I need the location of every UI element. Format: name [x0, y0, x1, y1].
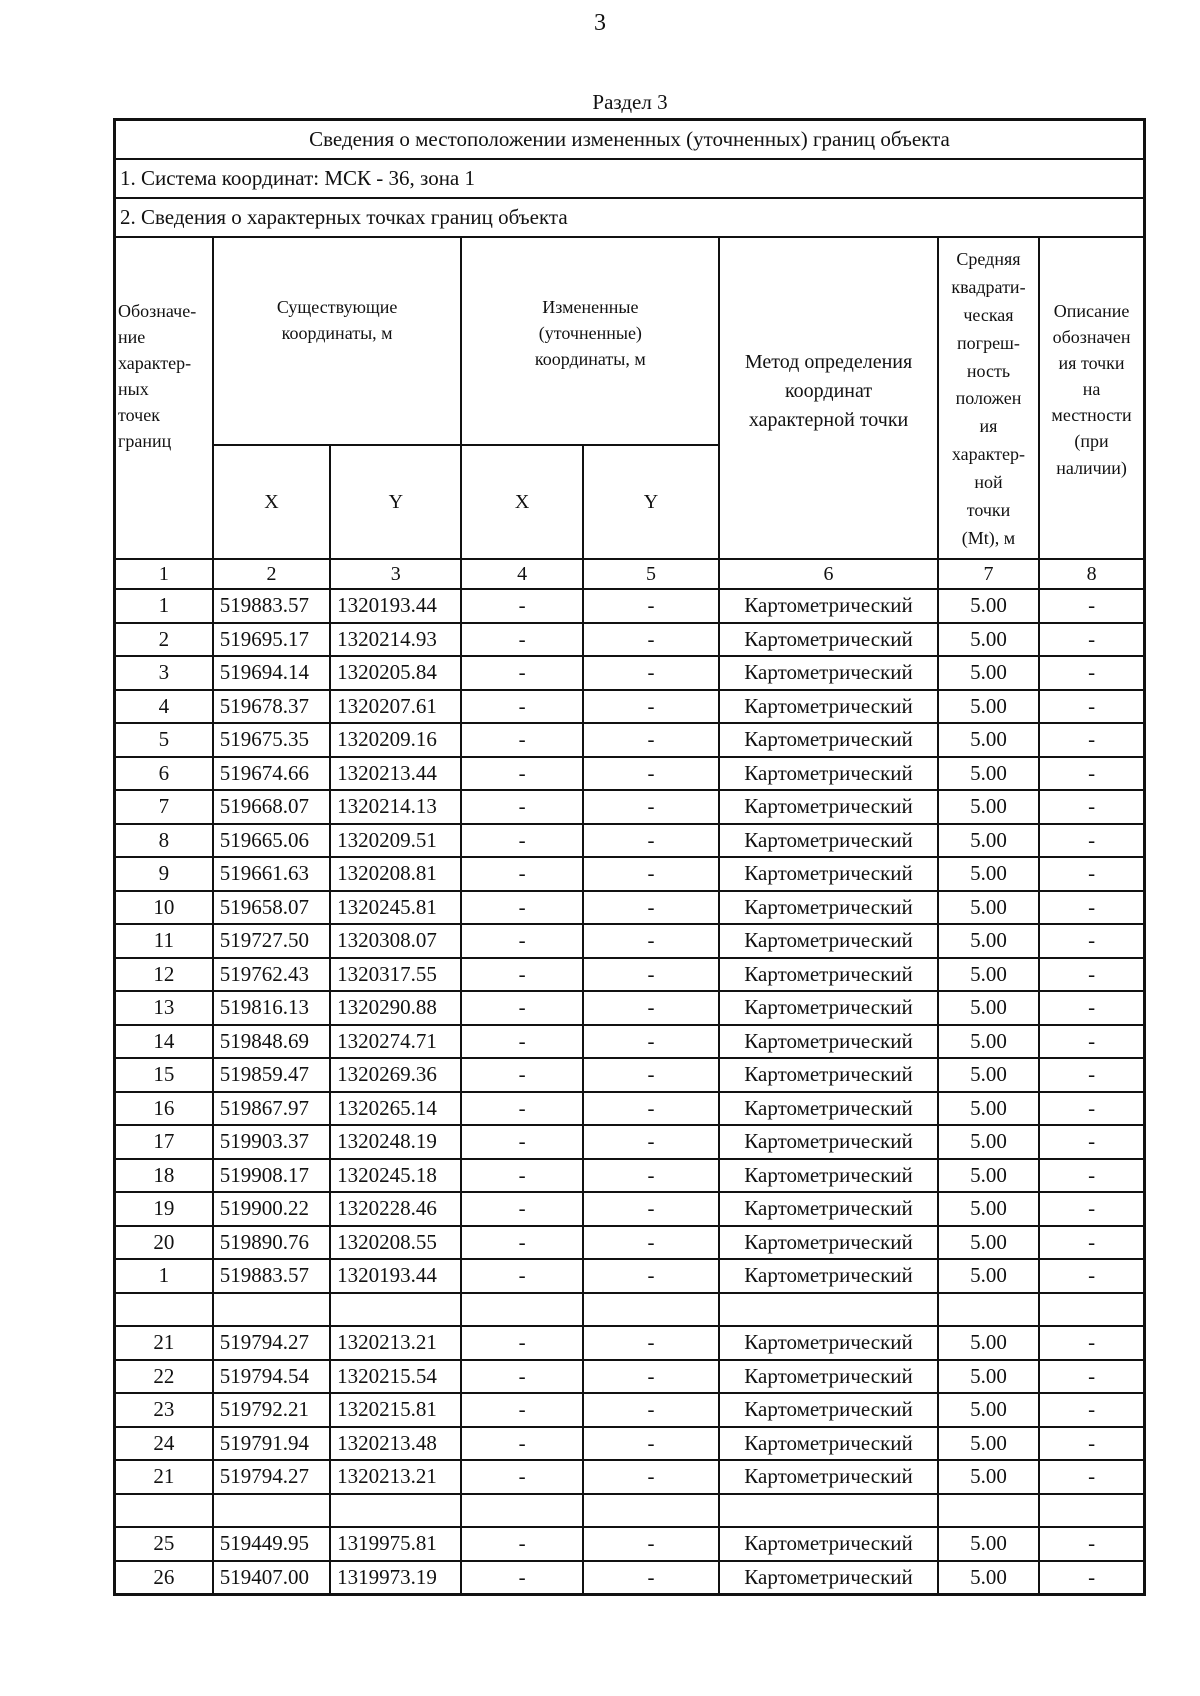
cell-point-number: [115, 1494, 213, 1528]
cell-description: [1039, 1293, 1144, 1327]
column-number: 2: [213, 559, 330, 589]
cell-description: -: [1039, 1527, 1144, 1561]
cell-existing-x: 519791.94: [213, 1427, 330, 1461]
cell-changed-y: -: [583, 1460, 719, 1494]
cell-existing-x: 519859.47: [213, 1058, 330, 1092]
cell-method: Картометрический: [719, 656, 938, 690]
cell-description: -: [1039, 757, 1144, 791]
cell-mt-value: 5.00: [938, 1393, 1039, 1427]
column-number: 3: [330, 559, 461, 589]
table-row: [115, 1460, 1145, 1494]
cell-point-number: [115, 1293, 213, 1327]
cell-existing-y: 1320208.55: [330, 1226, 461, 1260]
cell-changed-y: -: [583, 1125, 719, 1159]
cell-existing-x: 519668.07: [213, 790, 330, 824]
cell-method: Картометрический: [719, 1159, 938, 1193]
cell-mt-value: 5.00: [938, 690, 1039, 724]
cell-existing-y: 1320209.51: [330, 824, 461, 858]
cell-mt-value: 5.00: [938, 1058, 1039, 1092]
cell-changed-y: -: [583, 1360, 719, 1394]
cell-description: -: [1039, 857, 1144, 891]
header-changed-coords: Измененные (уточненные) координаты, м: [461, 237, 719, 445]
table-row: [115, 690, 1145, 724]
cell-changed-y: -: [583, 723, 719, 757]
cell-point-number: 19: [115, 1192, 213, 1226]
cell-description: -: [1039, 1125, 1144, 1159]
cell-changed-x: -: [461, 1326, 582, 1360]
cell-point-number: 13: [115, 991, 213, 1025]
cell-changed-x: [461, 1293, 582, 1327]
cell-existing-x: 519903.37: [213, 1125, 330, 1159]
table-row: [115, 757, 1145, 791]
cell-point-number: 26: [115, 1561, 213, 1595]
cell-changed-y: -: [583, 958, 719, 992]
cell-existing-x: 519694.14: [213, 656, 330, 690]
table-row: [115, 1293, 1145, 1327]
table-row: [115, 1360, 1145, 1394]
cell-existing-y: 1320215.54: [330, 1360, 461, 1394]
table-row: [115, 958, 1145, 992]
cell-mt-value: 5.00: [938, 1427, 1039, 1461]
cell-description: -: [1039, 723, 1144, 757]
cell-changed-x: -: [461, 1527, 582, 1561]
table-row: [115, 1259, 1145, 1293]
cell-description: -: [1039, 891, 1144, 925]
cell-existing-x: 519867.97: [213, 1092, 330, 1126]
cell-changed-x: -: [461, 1259, 582, 1293]
table-row: [115, 924, 1145, 958]
cell-changed-y: -: [583, 991, 719, 1025]
cell-mt-value: 5.00: [938, 924, 1039, 958]
header-description: Описание обозначен ия точки на местности (при наличии): [1039, 237, 1144, 559]
table-row: [115, 824, 1145, 858]
column-numbers-row: [115, 559, 1145, 589]
cell-existing-x: 519848.69: [213, 1025, 330, 1059]
cell-point-number: 21: [115, 1460, 213, 1494]
cell-description: [1039, 1494, 1144, 1528]
cell-existing-y: 1320317.55: [330, 958, 461, 992]
cell-description: -: [1039, 991, 1144, 1025]
cell-existing-y: [330, 1494, 461, 1528]
table-row: [115, 891, 1145, 925]
cell-changed-x: -: [461, 723, 582, 757]
cell-changed-y: -: [583, 690, 719, 724]
cell-existing-x: 519908.17: [213, 1159, 330, 1193]
cell-method: Картометрический: [719, 1226, 938, 1260]
cell-existing-y: 1320274.71: [330, 1025, 461, 1059]
cell-changed-y: -: [583, 1561, 719, 1595]
cell-method: Картометрический: [719, 824, 938, 858]
cell-mt-value: 5.00: [938, 1159, 1039, 1193]
cell-description: -: [1039, 1561, 1144, 1595]
cell-existing-x: 519792.21: [213, 1393, 330, 1427]
header-changed-x: X: [461, 445, 582, 559]
cell-existing-y: 1320205.84: [330, 656, 461, 690]
cell-mt-value: 5.00: [938, 1259, 1039, 1293]
column-number: 4: [461, 559, 582, 589]
cell-method: Картометрический: [719, 1360, 938, 1394]
cell-changed-x: -: [461, 757, 582, 791]
cell-mt-value: 5.00: [938, 958, 1039, 992]
cell-existing-x: 519407.00: [213, 1561, 330, 1595]
cell-point-number: 17: [115, 1125, 213, 1159]
cell-point-number: 12: [115, 958, 213, 992]
cell-point-number: 18: [115, 1159, 213, 1193]
cell-existing-x: 519658.07: [213, 891, 330, 925]
cell-description: -: [1039, 1326, 1144, 1360]
cell-method: Картометрический: [719, 857, 938, 891]
cell-changed-y: -: [583, 924, 719, 958]
cell-changed-y: -: [583, 1159, 719, 1193]
cell-changed-x: -: [461, 824, 582, 858]
cell-changed-y: -: [583, 656, 719, 690]
cell-existing-x: 519794.27: [213, 1326, 330, 1360]
cell-description: -: [1039, 623, 1144, 657]
cell-point-number: 9: [115, 857, 213, 891]
header-existing-coords: Существующие координаты, м: [213, 237, 462, 445]
cell-mt-value: 5.00: [938, 1326, 1039, 1360]
cell-description: -: [1039, 1393, 1144, 1427]
cell-changed-x: -: [461, 924, 582, 958]
cell-existing-y: 1320213.21: [330, 1326, 461, 1360]
table-title: Сведения о местоположении измененных (уточненных) границ объекта: [115, 120, 1145, 160]
cell-method: [719, 1494, 938, 1528]
cell-mt-value: 5.00: [938, 1360, 1039, 1394]
cell-existing-y: 1320193.44: [330, 589, 461, 623]
cell-description: -: [1039, 1259, 1144, 1293]
header-existing-y: Y: [330, 445, 461, 559]
cell-existing-x: 519890.76: [213, 1226, 330, 1260]
cell-changed-y: -: [583, 790, 719, 824]
cell-changed-y: -: [583, 1025, 719, 1059]
cell-mt-value: 5.00: [938, 1192, 1039, 1226]
cell-point-number: 8: [115, 824, 213, 858]
cell-changed-x: -: [461, 1427, 582, 1461]
cell-changed-x: -: [461, 1192, 582, 1226]
cell-mt-value: 5.00: [938, 891, 1039, 925]
column-number: 7: [938, 559, 1039, 589]
cell-mt-value: 5.00: [938, 857, 1039, 891]
cell-existing-x: 519883.57: [213, 589, 330, 623]
cell-point-number: 6: [115, 757, 213, 791]
table-row: [115, 857, 1145, 891]
cell-existing-y: 1320209.16: [330, 723, 461, 757]
cell-existing-x: 519727.50: [213, 924, 330, 958]
table-row: [115, 991, 1145, 1025]
cell-existing-y: 1320269.36: [330, 1058, 461, 1092]
cell-changed-y: -: [583, 1226, 719, 1260]
cell-changed-x: -: [461, 589, 582, 623]
cell-changed-y: -: [583, 1326, 719, 1360]
cell-existing-x: [213, 1494, 330, 1528]
cell-existing-x: 519678.37: [213, 690, 330, 724]
cell-existing-x: 519762.43: [213, 958, 330, 992]
cell-existing-y: 1320245.81: [330, 891, 461, 925]
table-row: [115, 1025, 1145, 1059]
cell-description: -: [1039, 1058, 1144, 1092]
cell-existing-x: [213, 1293, 330, 1327]
boundary-points-table: [113, 118, 1146, 1596]
cell-description: -: [1039, 1159, 1144, 1193]
cell-method: Картометрический: [719, 1259, 938, 1293]
cell-changed-x: -: [461, 958, 582, 992]
cell-description: -: [1039, 1460, 1144, 1494]
coordinate-system-info: 1. Система координат: МСК - 36, зона 1: [115, 159, 1145, 198]
cell-mt-value: 5.00: [938, 623, 1039, 657]
cell-description: -: [1039, 1360, 1144, 1394]
cell-mt-value: 5.00: [938, 790, 1039, 824]
cell-existing-y: 1320207.61: [330, 690, 461, 724]
cell-changed-y: -: [583, 1393, 719, 1427]
cell-changed-y: -: [583, 623, 719, 657]
cell-method: Картометрический: [719, 1192, 938, 1226]
cell-existing-x: 519900.22: [213, 1192, 330, 1226]
cell-point-number: 10: [115, 891, 213, 925]
column-number: 5: [583, 559, 719, 589]
cell-existing-y: 1320214.13: [330, 790, 461, 824]
cell-existing-x: 519695.17: [213, 623, 330, 657]
cell-changed-x: -: [461, 991, 582, 1025]
cell-description: -: [1039, 589, 1144, 623]
cell-method: Картометрический: [719, 991, 938, 1025]
cell-changed-x: -: [461, 656, 582, 690]
cell-description: -: [1039, 656, 1144, 690]
cell-mt-value: 5.00: [938, 1092, 1039, 1126]
table-row: [115, 1159, 1145, 1193]
cell-method: Картометрический: [719, 1561, 938, 1595]
table-row: [115, 1393, 1145, 1427]
header-method: Метод определения координат характерной точки: [719, 237, 938, 559]
cell-mt-value: 5.00: [938, 656, 1039, 690]
cell-method: Картометрический: [719, 723, 938, 757]
page-number: 3: [594, 10, 606, 36]
cell-method: Картометрический: [719, 1393, 938, 1427]
cell-changed-y: -: [583, 1527, 719, 1561]
cell-changed-y: -: [583, 1427, 719, 1461]
cell-point-number: 4: [115, 690, 213, 724]
cell-point-number: 22: [115, 1360, 213, 1394]
column-number: 8: [1039, 559, 1144, 589]
table-row: [115, 1527, 1145, 1561]
cell-changed-x: -: [461, 1025, 582, 1059]
cell-mt-value: [938, 1494, 1039, 1528]
cell-existing-y: 1319975.81: [330, 1527, 461, 1561]
cell-mt-value: 5.00: [938, 723, 1039, 757]
cell-changed-x: -: [461, 1125, 582, 1159]
cell-method: Картометрический: [719, 1460, 938, 1494]
cell-point-number: 23: [115, 1393, 213, 1427]
cell-changed-x: -: [461, 1092, 582, 1126]
cell-existing-y: 1320208.81: [330, 857, 461, 891]
cell-method: Картометрический: [719, 690, 938, 724]
cell-method: Картометрический: [719, 1058, 938, 1092]
cell-mt-value: 5.00: [938, 1125, 1039, 1159]
section-label: Раздел 3: [592, 90, 668, 114]
cell-point-number: 24: [115, 1427, 213, 1461]
cell-existing-y: 1320228.46: [330, 1192, 461, 1226]
cell-method: Картометрический: [719, 1092, 938, 1126]
cell-changed-x: -: [461, 1460, 582, 1494]
cell-changed-x: [461, 1494, 582, 1528]
cell-description: -: [1039, 924, 1144, 958]
header-existing-x: X: [213, 445, 330, 559]
cell-changed-x: -: [461, 891, 582, 925]
cell-point-number: 5: [115, 723, 213, 757]
cell-description: -: [1039, 1092, 1144, 1126]
cell-method: Картометрический: [719, 589, 938, 623]
cell-existing-y: [330, 1293, 461, 1327]
cell-changed-x: -: [461, 857, 582, 891]
table-row: [115, 1192, 1145, 1226]
cell-existing-y: 1320245.18: [330, 1159, 461, 1193]
cell-mt-value: 5.00: [938, 589, 1039, 623]
cell-method: Картометрический: [719, 623, 938, 657]
cell-changed-y: -: [583, 1259, 719, 1293]
table-row: [115, 1092, 1145, 1126]
cell-existing-x: 519449.95: [213, 1527, 330, 1561]
cell-point-number: 14: [115, 1025, 213, 1059]
cell-method: Картометрический: [719, 1125, 938, 1159]
cell-changed-y: [583, 1293, 719, 1327]
table-row: [115, 1561, 1145, 1595]
cell-mt-value: 5.00: [938, 991, 1039, 1025]
cell-existing-x: 519675.35: [213, 723, 330, 757]
cell-changed-y: -: [583, 1192, 719, 1226]
cell-method: Картометрический: [719, 1427, 938, 1461]
cell-existing-y: 1320214.93: [330, 623, 461, 657]
cell-description: -: [1039, 824, 1144, 858]
table-row: [115, 656, 1145, 690]
cell-existing-x: 519794.54: [213, 1360, 330, 1394]
cell-point-number: 20: [115, 1226, 213, 1260]
cell-point-number: 11: [115, 924, 213, 958]
cell-existing-y: 1319973.19: [330, 1561, 461, 1595]
header-point-designation: Обозначе- ние характер- ных точек границ: [115, 237, 213, 559]
cell-mt-value: 5.00: [938, 1527, 1039, 1561]
cell-changed-x: -: [461, 1226, 582, 1260]
table-row: [115, 1058, 1145, 1092]
cell-existing-y: 1320308.07: [330, 924, 461, 958]
cell-changed-y: -: [583, 757, 719, 791]
cell-mt-value: [938, 1293, 1039, 1327]
cell-changed-x: -: [461, 623, 582, 657]
cell-existing-y: 1320213.21: [330, 1460, 461, 1494]
table-row: [115, 589, 1145, 623]
cell-description: -: [1039, 1226, 1144, 1260]
cell-description: -: [1039, 790, 1144, 824]
cell-description: -: [1039, 1192, 1144, 1226]
cell-mt-value: 5.00: [938, 1226, 1039, 1260]
cell-point-number: 2: [115, 623, 213, 657]
cell-existing-y: 1320193.44: [330, 1259, 461, 1293]
cell-existing-y: 1320248.19: [330, 1125, 461, 1159]
cell-point-number: 16: [115, 1092, 213, 1126]
cell-changed-y: -: [583, 589, 719, 623]
cell-existing-x: 519661.63: [213, 857, 330, 891]
cell-description: -: [1039, 690, 1144, 724]
cell-point-number: 1: [115, 589, 213, 623]
cell-changed-y: -: [583, 891, 719, 925]
cell-existing-y: 1320213.48: [330, 1427, 461, 1461]
cell-existing-y: 1320265.14: [330, 1092, 461, 1126]
column-number: 1: [115, 559, 213, 589]
cell-mt-value: 5.00: [938, 1025, 1039, 1059]
cell-mt-value: 5.00: [938, 757, 1039, 791]
cell-method: Картометрический: [719, 1527, 938, 1561]
cell-method: Картометрический: [719, 891, 938, 925]
cell-changed-x: -: [461, 790, 582, 824]
cell-changed-x: -: [461, 690, 582, 724]
cell-point-number: 25: [115, 1527, 213, 1561]
table-row: [115, 1494, 1145, 1528]
cell-point-number: 7: [115, 790, 213, 824]
cell-changed-y: -: [583, 1092, 719, 1126]
cell-method: Картометрический: [719, 924, 938, 958]
cell-method: [719, 1293, 938, 1327]
cell-existing-y: 1320213.44: [330, 757, 461, 791]
cell-point-number: 3: [115, 656, 213, 690]
cell-changed-x: -: [461, 1159, 582, 1193]
table-row: [115, 1226, 1145, 1260]
table-row: [115, 1326, 1145, 1360]
cell-changed-y: -: [583, 1058, 719, 1092]
cell-point-number: 15: [115, 1058, 213, 1092]
cell-existing-x: 519883.57: [213, 1259, 330, 1293]
table-row: [115, 790, 1145, 824]
cell-changed-x: -: [461, 1360, 582, 1394]
header-changed-y: Y: [583, 445, 719, 559]
cell-existing-y: 1320215.81: [330, 1393, 461, 1427]
cell-description: -: [1039, 1025, 1144, 1059]
cell-description: -: [1039, 958, 1144, 992]
column-number: 6: [719, 559, 938, 589]
table-row: [115, 1125, 1145, 1159]
cell-existing-x: 519665.06: [213, 824, 330, 858]
cell-method: Картометрический: [719, 958, 938, 992]
header-mt: Средняя квадрати- ческая погреш- ность положен ия характер- ной точки (Mt), м: [938, 237, 1039, 559]
cell-changed-y: [583, 1494, 719, 1528]
cell-point-number: 21: [115, 1326, 213, 1360]
table-row: [115, 723, 1145, 757]
cell-existing-x: 519794.27: [213, 1460, 330, 1494]
cell-method: Картометрический: [719, 757, 938, 791]
cell-point-number: 1: [115, 1259, 213, 1293]
cell-changed-y: -: [583, 857, 719, 891]
cell-changed-x: -: [461, 1561, 582, 1595]
cell-changed-x: -: [461, 1058, 582, 1092]
cell-method: Картометрический: [719, 1326, 938, 1360]
cell-description: -: [1039, 1427, 1144, 1461]
table-row: [115, 1427, 1145, 1461]
points-info: 2. Сведения о характерных точках границ объекта: [115, 198, 1145, 237]
cell-changed-x: -: [461, 1393, 582, 1427]
cell-mt-value: 5.00: [938, 824, 1039, 858]
cell-existing-x: 519674.66: [213, 757, 330, 791]
cell-existing-y: 1320290.88: [330, 991, 461, 1025]
cell-method: Картометрический: [719, 1025, 938, 1059]
cell-mt-value: 5.00: [938, 1561, 1039, 1595]
cell-changed-y: -: [583, 824, 719, 858]
table-row: [115, 623, 1145, 657]
cell-mt-value: 5.00: [938, 1460, 1039, 1494]
cell-method: Картометрический: [719, 790, 938, 824]
cell-existing-x: 519816.13: [213, 991, 330, 1025]
